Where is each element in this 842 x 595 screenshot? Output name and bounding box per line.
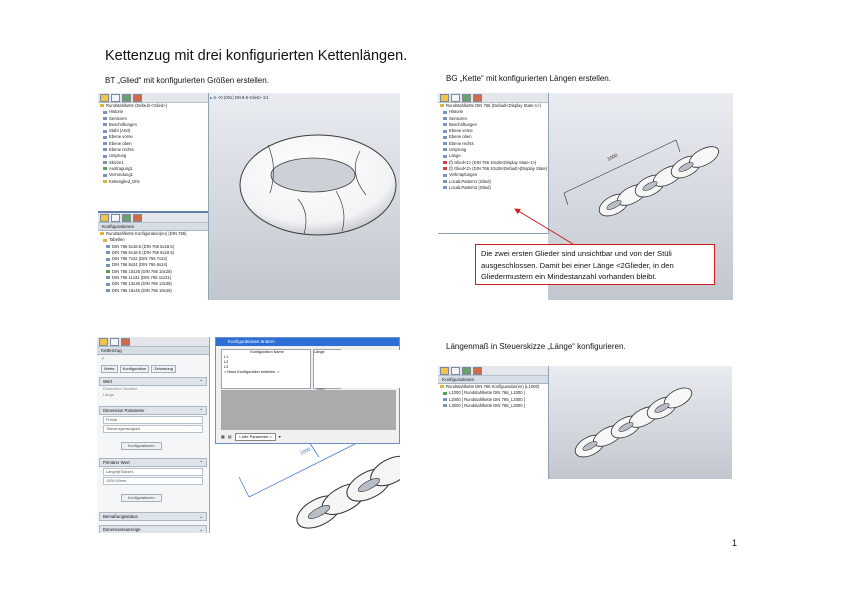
caption-assembly-chain: BG „Kette“ mit konfigurierten Längen erstellen. [446,74,611,83]
tree-item-icon [103,111,107,114]
pm-field[interactable]: Länge@Skizze1 [103,468,203,476]
pm-field[interactable]: Toleranzgenauigkeit [103,425,203,433]
pm-section-status[interactable]: Bemaßungsstatus ⌄ [99,512,207,521]
tree-item-icon [106,245,110,248]
length-column[interactable] [313,349,341,389]
tree-item-label: Tabellen [109,237,125,243]
dialog-toolbar[interactable] [221,433,321,441]
dialog-empty-area [221,390,396,430]
caption-part-link: BT „Glied“ mit konfigurierten Größen erstellen. [105,76,269,85]
tree-item-icon [443,404,447,407]
tree-item-label: Austragung1 [109,165,133,171]
tree-item[interactable] [98,288,208,294]
dialog-row[interactable]: L1 [224,355,229,359]
tree-item-icon [103,174,107,177]
tree-item-label: Rundstahlkette Konfiguration(en) (DIN 766) [106,231,187,236]
tree-item-label: DIN 766 6x18.5 (DIN 766 6x18.5) [112,249,175,255]
tree-item-label: L2000 [ Rundstahlkette DIN 766_L2000 ] [449,396,525,402]
tree-item-icon [443,161,447,164]
tree-item-icon [443,174,447,177]
pm-line: Dimension Variable [103,386,138,391]
tree-item-label: Ebene vorne [449,128,473,134]
tree-item-icon [443,117,447,120]
save-icon[interactable]: ▤ [227,434,232,439]
tree-item-label: Historie [109,109,124,115]
config-header: Konfigurationen [98,223,208,231]
screenshot-configurations [438,366,732,479]
config-toolbar[interactable] [438,366,548,376]
screenshot-part-link [98,93,400,300]
property-manager-panel[interactable] [97,337,210,533]
ok-check-icon[interactable]: ✓ [101,356,106,362]
tree-item-icon [106,270,110,273]
tree-item-label: Verknüpfungen [449,172,478,178]
length-header: Länge [314,350,402,388]
tree-item-label: Sensoren [109,115,127,121]
pm-line: Länge [103,392,115,397]
tree-item-icon [103,117,107,120]
tree-item-label: LocalLPattern1 (Glied) [449,178,491,184]
viewport-breadcrumb: ▸ ⊘ <0 (001) DN 8-5-Glied> 1/1 [210,95,269,100]
tree-item-icon [103,130,107,133]
tree-item-label: Ebene rechts [109,147,134,153]
pm-section-display[interactable]: Dimensionsanzeige ⌄ [99,525,207,533]
feature-tree[interactable] [98,103,208,185]
tree-item-icon [106,283,110,286]
tree-item-icon [106,251,110,254]
tree-item-label: Rundstahlkette DIN 766 (Default<Display State-1>) [446,103,541,108]
tree-item[interactable] [438,185,548,191]
tree-toolbar[interactable] [438,93,548,103]
tree-item-label: DIN 766 16x45 (DIN 766 16x45) [112,287,172,293]
pm-section-parameter[interactable]: Dimension Parameter ⌃ [99,406,207,415]
tree-item-icon [443,136,447,139]
tree-item-icon [100,232,104,235]
tree-item-label: (f) Glied<1> (DIN 766 10x28<Display State-1>) [449,159,537,165]
viewport [208,93,400,300]
config-name-column[interactable] [221,349,311,389]
tree-item-icon [103,123,107,126]
tree-item-icon [443,186,447,189]
tree-item-label: Beschriftungen [449,121,477,127]
configurations-dialog[interactable] [215,337,400,444]
configurations-button-2[interactable]: Konfigurationen [121,494,162,502]
tree-item-label: Ebene vorne [109,134,133,140]
tree-item-icon [106,264,110,267]
tree-item-icon [443,123,447,126]
tree-item-label: Ebene rechts [449,140,474,146]
tree-item-icon [103,167,107,170]
dialog-header: Konfiguration Name [250,350,284,354]
config-header: Konfigurationen [438,376,548,384]
chain-3d [548,366,732,479]
tree-item-icon [100,104,104,107]
tree-item-icon [443,180,447,183]
dialog-title: Konfigurationen ändern [216,338,399,346]
tree-item-icon [443,398,447,401]
config-tree[interactable] [438,384,548,409]
tree-item-icon [103,148,107,151]
tree-item-label: DIN 766 11x31 (DIN 766 11x31) [112,275,172,281]
tree-item[interactable] [98,179,208,185]
tree-item-icon [103,136,107,139]
tree-item-icon [103,142,107,145]
dimension-label: 1000 [606,152,619,163]
tab-werte[interactable]: Werte [101,365,118,373]
tree-item-icon [103,155,107,158]
tree-item-label: Länge [449,153,461,159]
tree-item-icon [440,385,444,388]
viewport [548,366,732,479]
chain-link-3d [208,93,400,300]
tree-item-icon [106,258,110,261]
caption-length-dimension: Längenmaß in Steuerskizze „Länge“ konfigurieren. [446,342,626,351]
feature-tree-panel[interactable] [98,93,209,300]
tree-item-label: L3000 [ Rundstahlkette DIN 766_L3000 ] [449,402,525,408]
tree-item-label: Rundstahlkette DIN 766 Konfiguration(en) (L1000) [446,384,540,389]
tree-item-icon [443,167,447,170]
tree-item-label: (f) Glied<2> (DIN 766 10x28<Default>(Display State) [449,165,548,171]
pm-section-primary-value[interactable]: Primärer Wert ⌃ [99,458,207,467]
tree-item-icon [443,148,447,151]
dialog-row[interactable]: L2 [224,360,229,364]
tree-item-icon [103,161,107,164]
tree-item-label: Stahl (AISI) [109,128,131,134]
config-toolbar[interactable] [98,213,208,223]
tree-item-label: Ursprung [449,147,467,153]
tree-item-icon [106,276,110,279]
config-tree[interactable] [98,231,208,294]
pm-tabs[interactable] [97,363,209,375]
pm-toolbar[interactable] [97,337,209,347]
tree-item[interactable] [438,403,548,409]
configurations-button[interactable]: Konfigurationen [121,442,162,450]
dialog-row-new[interactable]: < Neue Konfiguration erstellen. > [224,370,280,374]
table-icon[interactable]: ▦ [221,434,225,439]
feature-tree-panel[interactable] [438,93,549,234]
tree-item-label: DIN 766 8x24 (DIN 766 8x24) [112,262,168,268]
feature-tree[interactable] [438,103,548,191]
tree-item-label: DIN 766 13x36 (DIN 766 13x36) [112,281,172,287]
tree-item-label: LocalLPattern2 (Glied) [449,184,491,190]
tree-item-label: Skizze1 [109,159,124,165]
tree-item-icon [443,130,447,133]
tab-zeichnung[interactable]: Zeichnung [151,365,176,373]
tree-item-label: Ebene oben [449,134,472,140]
parameter-select[interactable]: < Alle Parameter > [235,433,276,441]
tree-item-icon [443,111,447,114]
pm-title: Kettenzug [97,347,209,355]
tree-item-label: L1000 [ Rundstahlkette DIN 766_L1000 ] [449,390,525,396]
tab-konfiguration[interactable]: Konfiguration [120,365,150,373]
configuration-manager-panel[interactable] [438,366,549,479]
page-number: 1 [732,538,738,548]
callout-note: Die zwei ersten Glieder sind unsichtbar und von der Stüli ausgeschlossen. Damit bei einer Länge <2Glieder, in den Gliedermustern ein Mindestanzahl vorhanden bleibt. [475,244,715,285]
tree-item-label: Sensoren [449,115,467,121]
tree-item-icon [443,142,447,145]
tree-item-label: Beschriftungen [109,121,137,127]
tree-item-icon [103,239,107,242]
tree-item-label: DIN 766 10x28 (DIN 766 10x28) [112,268,172,274]
tree-item-label: Ursprung [109,153,127,159]
pm-field[interactable]: Primär [103,416,203,424]
tree-item-label: Historie [449,109,464,115]
dimension-label: 1000 [299,446,312,457]
pm-section-wert[interactable]: Wert ⌃ [99,377,207,386]
filter-icon[interactable]: ▾ [278,434,281,439]
tree-item-label: Rundstahlkette (Default <Glied>) [106,103,167,108]
pm-field[interactable]: 1000.00mm [103,477,203,485]
dialog-row[interactable]: L3 [224,365,229,369]
tree-item-label: Ebene oben [109,140,132,146]
tree-item-label: DIN 766 5x18.5 (DIN 766 5x18.5) [112,243,175,249]
tree-item-icon [440,104,444,107]
tree-item-icon [443,155,447,158]
tree-item-icon [106,289,110,292]
tree-item-label: Verrundung1 [109,172,133,178]
tree-item-label: DIN 766 7x22 (DIN 766 7x22) [112,256,168,262]
tree-item-label: Kettenglied_DIN [109,178,140,184]
tree-toolbar[interactable] [98,93,208,103]
tree-item-icon [443,392,447,395]
page-title: Kettenzug mit drei konfigurierten Kettenlängen. [105,48,408,64]
tree-item-icon [103,180,107,183]
